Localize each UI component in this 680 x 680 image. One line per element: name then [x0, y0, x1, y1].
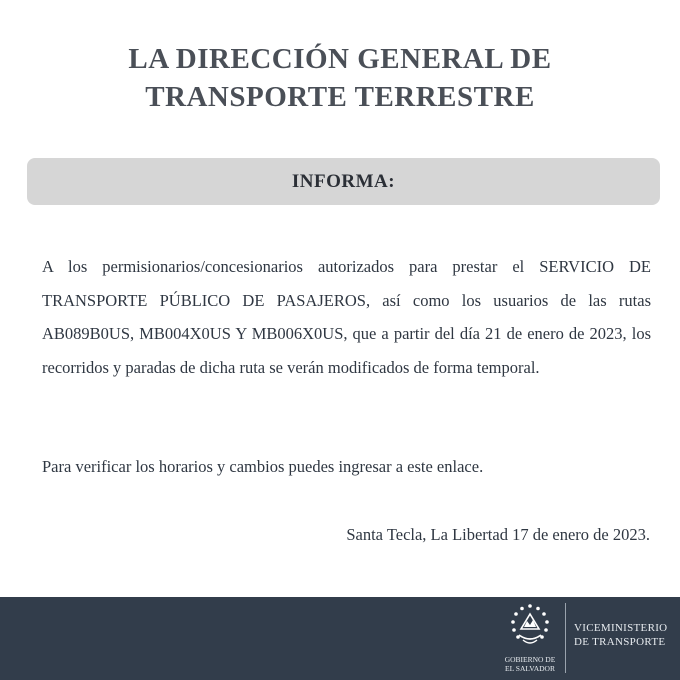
viceministerio-label [574, 621, 667, 649]
title-line-1: LA DIRECCIÓN GENERAL DE [128, 43, 552, 75]
vice-line-2: DE TRANSPORTE [574, 636, 666, 648]
vice-line-1: VICEMINISTERIO [574, 622, 668, 634]
title-line-2: TRANSPORTE TERRESTRE [145, 81, 535, 113]
gobierno-label [498, 656, 562, 673]
gov-line-1: GOBIERNO DE [504, 655, 556, 664]
footer-divider [565, 603, 566, 673]
el-salvador-coat-of-arms-icon [505, 602, 555, 650]
gov-line-2: EL SALVADOR [505, 663, 555, 673]
notice-paragraph: A los permisionarios/concesionarios autorizados para prestar el SERVICIO DE TRANSPORTE PÚBLICO DE PASAJEROS, así como los usuarios de las rutas AB089B0US, MB004X0US Y MB006X0US, que a partir del día 21 de enero de 2023, los recorridos y paradas de dicha ruta se verán modificados de forma temporal. [42, 257, 651, 377]
informa-banner [27, 158, 660, 205]
link-paragraph[interactable]: Para verificar los horarios y cambios puedes ingresar a este enlace. [42, 457, 484, 476]
banner-label: INFORMA: [291, 170, 396, 192]
page-title [0, 40, 680, 116]
dateline: Santa Tecla, La Libertad 17 de enero de 2023. [346, 525, 650, 544]
